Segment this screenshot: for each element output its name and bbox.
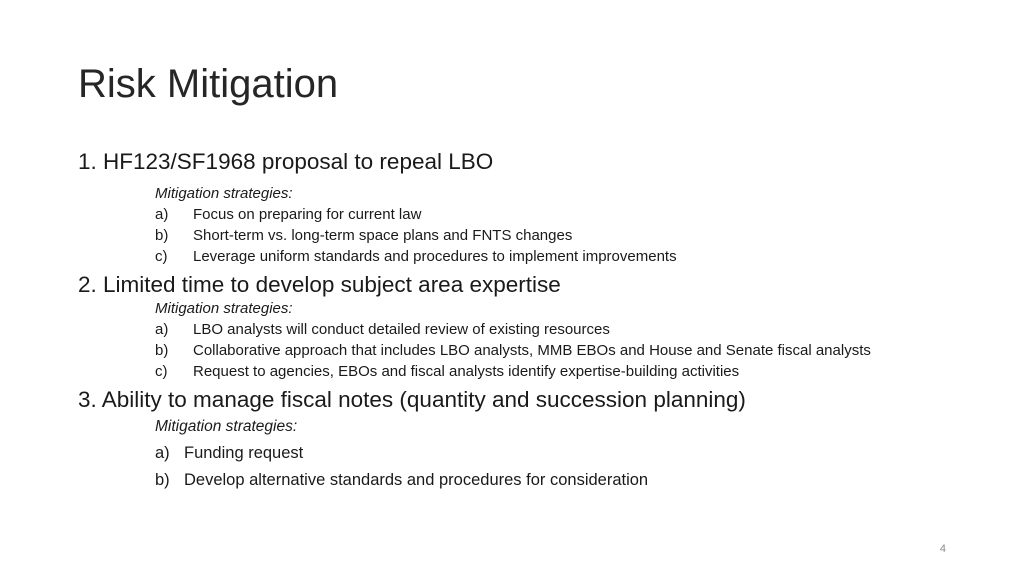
list-item-text: Funding request <box>184 444 304 462</box>
mitigation-list <box>155 414 978 494</box>
list-item <box>155 319 978 340</box>
list-item <box>155 440 978 467</box>
list-marker: b) <box>155 227 169 244</box>
mitigation-list <box>155 299 978 382</box>
list-item-text: Request to agencies, EBOs and fiscal analysts identify expertise-building activities <box>193 363 740 380</box>
slide-content <box>78 148 978 494</box>
list-item-text: Short-term vs. long-term space plans and FNTS changes <box>193 227 573 244</box>
list-marker: c) <box>155 248 168 265</box>
section-heading: 3. Ability to manage fiscal notes (quantity and succession planning) <box>78 387 746 412</box>
mitigation-strategies-label: Mitigation strategies: <box>155 418 298 435</box>
mitigation-list <box>155 184 978 267</box>
list-item-text: Leverage uniform standards and procedures to implement improvements <box>193 248 677 265</box>
list-item <box>155 361 978 382</box>
page-number: 4 <box>939 543 946 555</box>
list-marker: a) <box>155 321 169 338</box>
list-marker: a) <box>155 444 170 462</box>
list-item <box>155 467 978 494</box>
section-repeal-lbo <box>78 148 978 267</box>
list-item-text: LBO analysts will conduct detailed review of existing resources <box>193 321 610 338</box>
section-heading: 1. HF123/SF1968 proposal to repeal LBO <box>78 149 494 174</box>
section-limited-time <box>78 271 978 382</box>
slide-title: Risk Mitigation <box>78 62 339 106</box>
list-marker: a) <box>155 206 169 223</box>
list-marker: c) <box>155 363 168 380</box>
list-item <box>155 204 978 225</box>
list-item-text: Develop alternative standards and procedures for consideration <box>184 471 649 489</box>
list-marker: b) <box>155 471 170 489</box>
mitigation-strategies-label: Mitigation strategies: <box>155 185 293 202</box>
section-fiscal-notes <box>78 386 978 494</box>
list-marker: b) <box>155 342 169 359</box>
section-heading: 2. Limited time to develop subject area expertise <box>78 272 561 297</box>
list-item <box>155 225 978 246</box>
mitigation-strategies-label: Mitigation strategies: <box>155 300 293 317</box>
list-item-text: Collaborative approach that includes LBO analysts, MMB EBOs and House and Senate fiscal analysts <box>193 342 871 359</box>
list-item-text: Focus on preparing for current law <box>193 206 422 223</box>
list-item <box>155 340 978 361</box>
list-item <box>155 246 978 267</box>
